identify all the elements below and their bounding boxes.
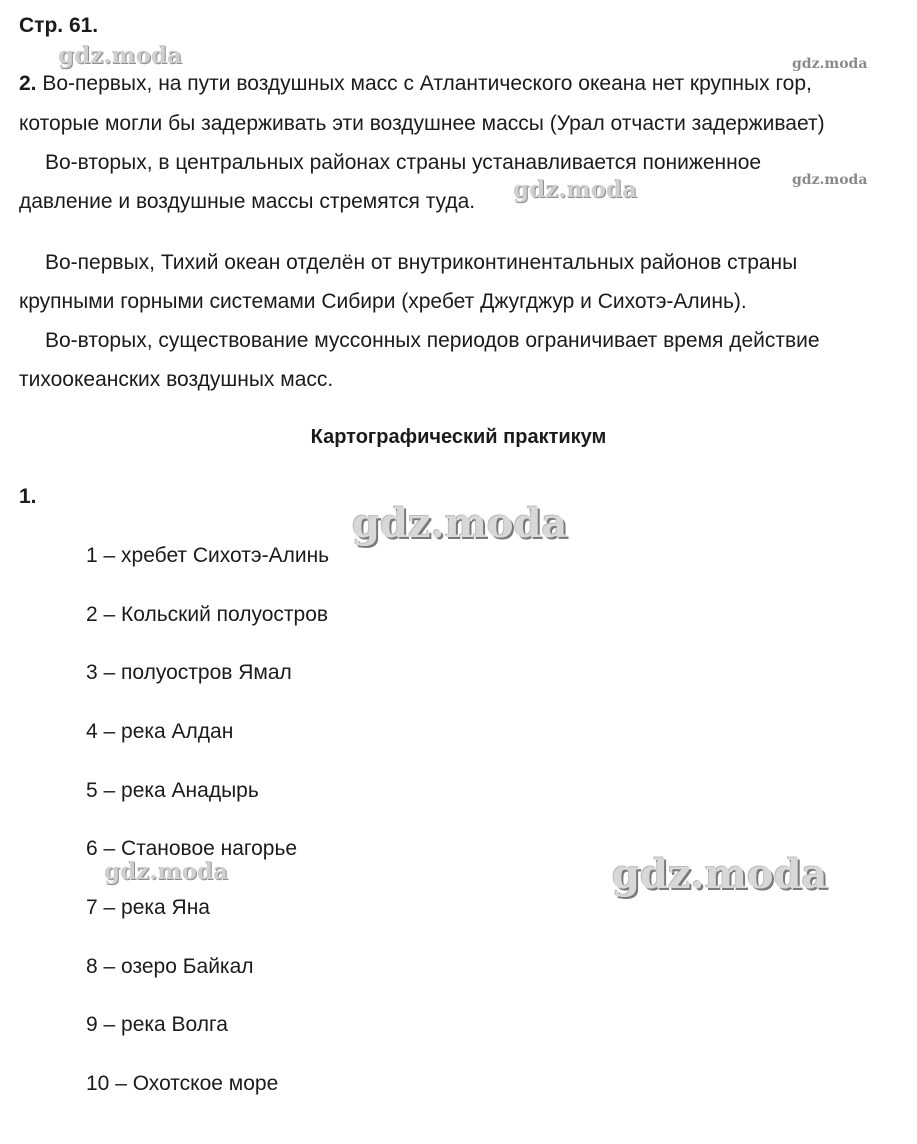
answer-2-line-5: Во-первых, Тихий океан отделён от внутриконтинентальных районов страны [45,251,798,274]
question-1-number: 1. [19,485,37,508]
list-item: 5 – река Анадырь [86,779,259,802]
answer-2-line-7: Во-вторых, существование муссонных периодов ограничивает время действие [45,329,820,352]
list-item: 10 – Охотское море [86,1072,279,1095]
page-header: Стр. 61. [19,14,99,37]
list-item: 9 – река Волга [86,1013,228,1036]
watermark: gdz.moda [792,172,868,188]
watermark: gdz.moda [58,42,182,69]
answer-number: 2. [19,72,37,95]
list-item: 6 – Становое нагорье [86,837,298,860]
answer-2-line-6: крупными горными системами Сибири (хребет Джугджур и Сихотэ-Алинь). [19,290,747,313]
answer-2-line-4: давление и воздушные массы стремятся туда. [19,190,476,213]
list-item: 8 – озеро Байкал [86,955,254,978]
list-item: 2 – Кольский полуостров [86,603,329,626]
watermark: gdz.moda [104,858,228,885]
list-item: 3 – полуостров Ямал [86,661,292,684]
answer-2-line-1 [19,72,812,96]
watermark: gdz.moda [612,851,828,898]
answer-2-line-2: которые могли бы задерживать эти воздушнее массы (Урал отчасти задерживает) [19,112,825,135]
list-item: 4 – река Алдан [86,720,234,743]
answer-2-line-8: тихоокеанских воздушных масс. [19,368,334,391]
list-item: 1 – хребет Сихотэ-Алинь [86,544,330,567]
answer-2-line-3: Во-вторых, в центральных районах страны устанавливается пониженное [45,151,762,174]
answer-text: Во-первых, на пути воздушных масс с Атлантического океана нет крупных гор, [42,72,812,95]
watermark: gdz.moda [513,176,637,203]
section-title: Картографический практикум [310,426,607,448]
watermark: gdz.moda [352,500,568,547]
watermark: gdz.moda [792,56,868,72]
list-item: 7 – река Яна [86,896,210,919]
